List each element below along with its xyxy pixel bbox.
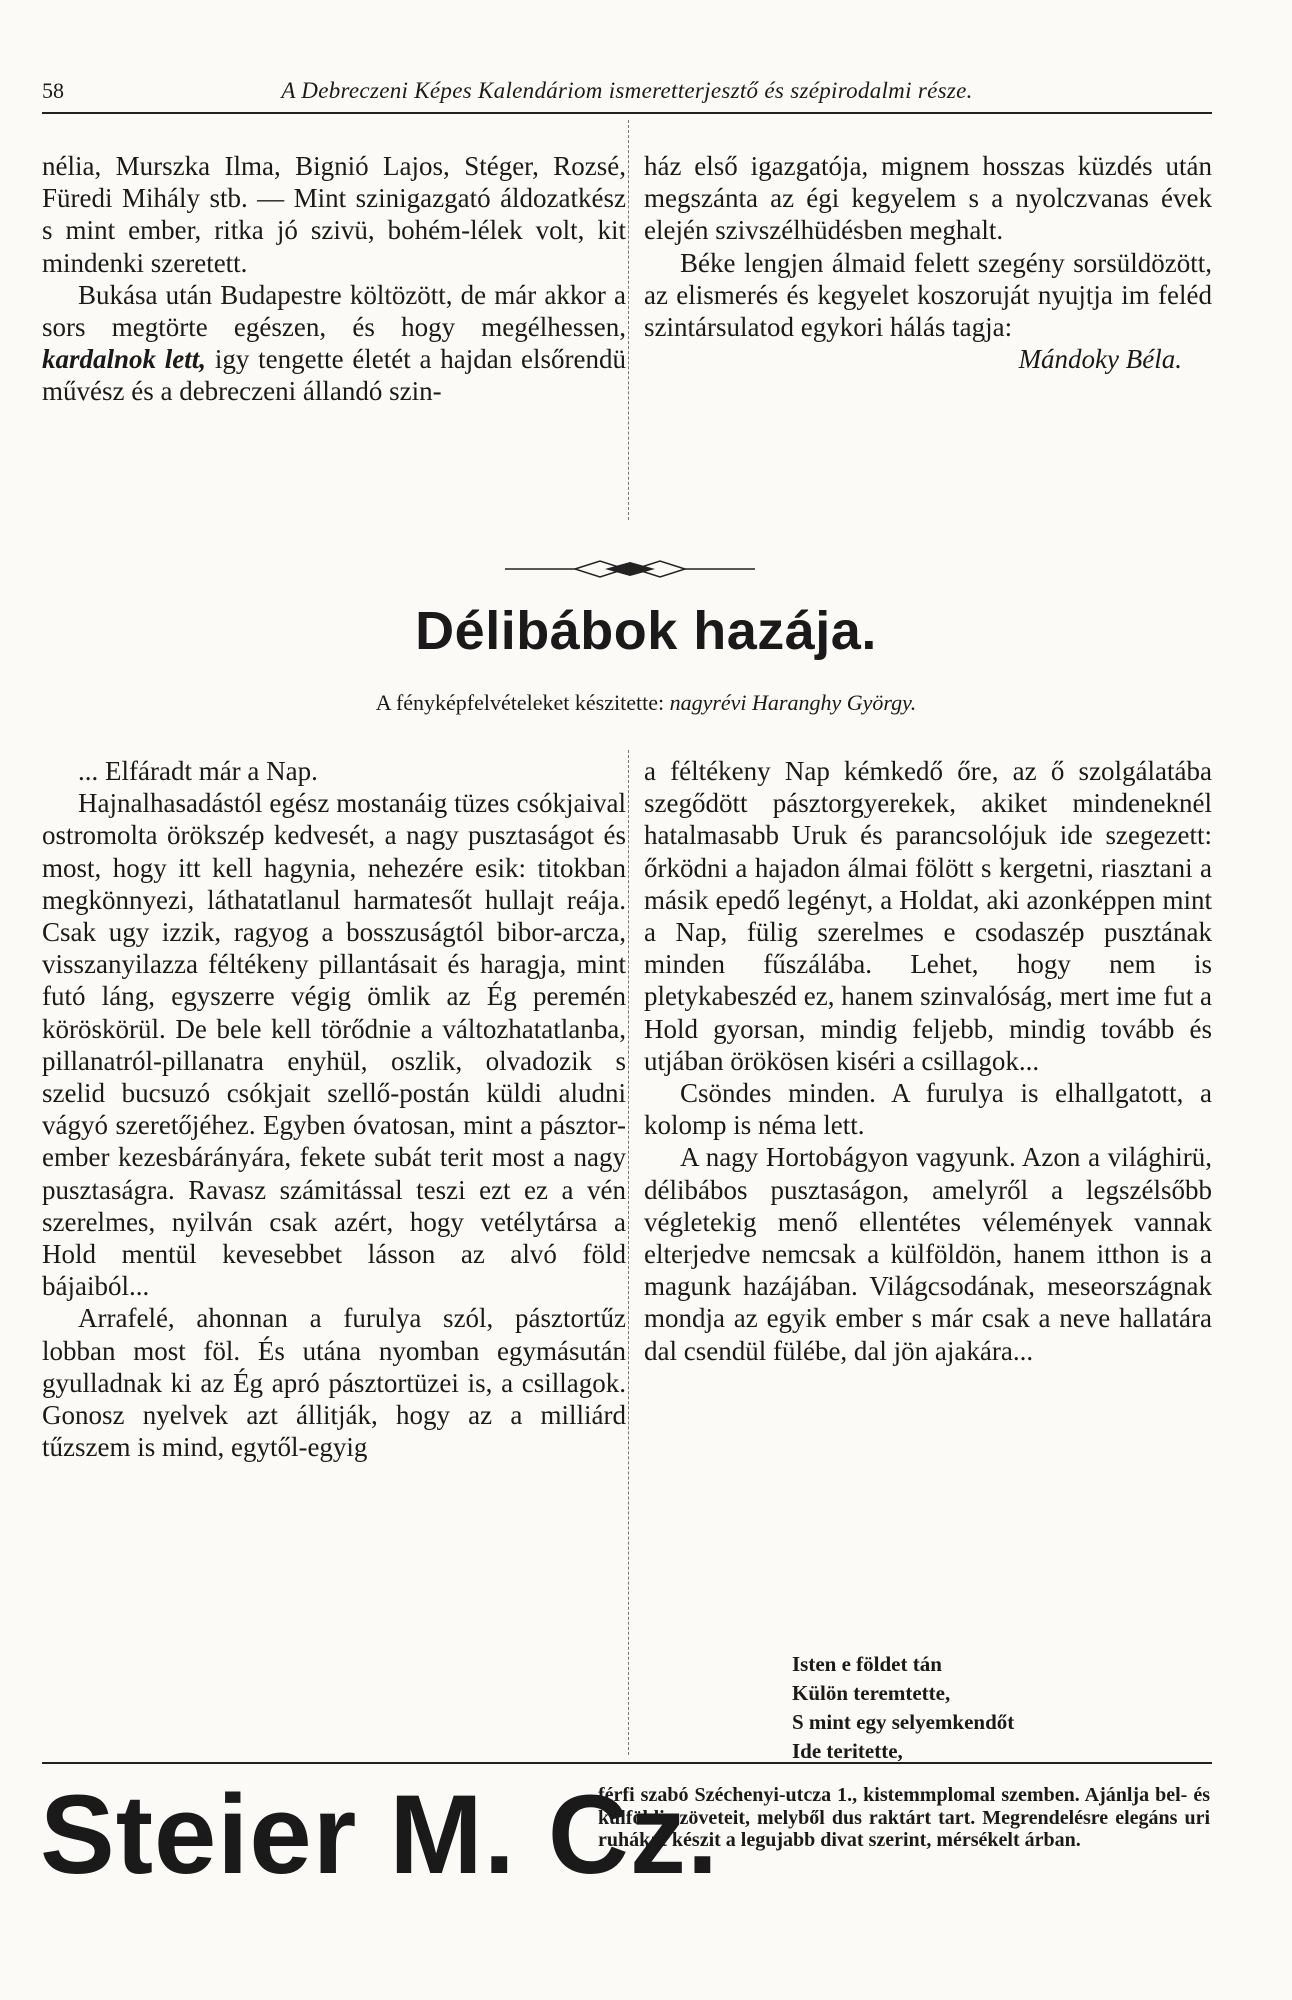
poem-line: Külön teremtette, xyxy=(792,1681,951,1705)
paragraph: nélia, Murszka Ilma, Bignió Lajos, Stéger, Rozsé, Füredi Mihály stb. — Mint szinigazgató áldozatkész s mint ember, ritka jó szivü, bohém-lélek volt, kit mindenki szeretett. xyxy=(42,151,626,278)
paragraph: Hajnalhasadástól egész mostanáig tüzes csókjaival ostromolta örökszép kedvesét, a nagy pusztaságot és most, hogy itt kell hagynia, nehezére esik: titokban megkönnyezi, láthatatlanul harmatesőt hullajt reája. Csak ugy izzik, ragyog a bosszuságtól bibor-arcza, visszanyilazza féltékeny pillantásait és haragja, mint futó láng, egyszerre végig ömlik az Ég peremén köröskörül. De bele kell törődnie a változhatatlanba, pillanatról-pillanatra enyhül, oszlik, olvadozik s szelid bucsuzó csókjait szellő-postán küldi aludni vágyó szeretőjéhez. Egyben óvatosan, mint a pásztor-ember kezesbárányára, fekete subát terit most a nagy pusztaságra. Ravasz számitással teszi ezt ez a vén szerelmes, nyilván csak azért, hogy vetélytársa a Hold mentül kevesebbet lásson az alvó föld bájaiból... xyxy=(42,788,626,1302)
prev-article-left-column xyxy=(42,150,626,408)
paragraph: ház első igazgatója, mignem hosszas küzdés után megszánta az égi kegyelem s a nyolczvanas évek elején szivszélhüdésben meghalt. xyxy=(644,151,1212,246)
paragraph: a féltékeny Nap kémkedő őre, az ő szolgálatába szegődött pásztorgyerekek, akiket mindeneknél hatalmasabb Uruk és parancsolójuk ide szegezett: őrködni a hajadon álmai fölött s kergetni, riasztani a másik epedő legényt, a Holdat, aki azonképpen mint a Nap, fülig szerelmes e csodaszép pusztának minden fűszálába. Lehet, hogy nem is pletykabeszéd ez, hanem szinvalóság, mert ime fut a Hold gyorsan, mindig feljebb, mindig tovább és utjában örökösen kiséri a csillagok... xyxy=(644,756,1212,1076)
article-right-column xyxy=(644,755,1212,1367)
poem-line: Ide teritette, xyxy=(792,1739,903,1763)
column-divider xyxy=(628,750,629,1755)
article-title: Délibábok hazája. xyxy=(415,601,877,661)
article-left-column xyxy=(42,755,626,1463)
poem-line: S mint egy selyemkendőt xyxy=(792,1710,1015,1734)
credit-name: nagyrévi Haranghy György. xyxy=(669,690,917,715)
poem xyxy=(792,1650,1212,1766)
page-number: 58 xyxy=(42,78,64,103)
paragraph xyxy=(42,279,626,408)
paragraph: ... Elfáradt már a Nap. xyxy=(78,756,318,786)
emphasis: kardalnok lett, xyxy=(42,344,207,375)
running-header xyxy=(42,78,1212,114)
advertisement-rule xyxy=(42,1762,1212,1764)
advertisement-body: férfi szabó Széchenyi-utcza 1., kistemmplomal szemben. Ajánlja bel- és külföldi szöveteit, melyből dus raktárt tart. Megrendelésre elegáns uri ruhákat készit a legujabb divat szerint, mérsékelt árban. xyxy=(598,1784,1210,1851)
running-title: A Debreczeni Képes Kalendáriom ismeretterjesztő és szépirodalmi része. xyxy=(281,78,973,103)
paragraph: Csöndes minden. A furulya is elhallgatott, a kolomp is néma lett. xyxy=(644,1078,1212,1141)
advertisement-name: Steier M. Cz. xyxy=(40,1772,719,1897)
photo-credit xyxy=(0,690,1292,716)
poem-line: Isten e földet tán xyxy=(792,1652,942,1676)
paragraph: Béke lengjen álmaid felett szegény sorsüldözött, az elismerés és kegyelet koszoruját nyujtja im feléd szintársulatod egykori hálás tagja: xyxy=(644,247,1212,343)
text-run: igy tengette életét a hajdan elsőrendü művész és a debreczeni állandó szin- xyxy=(42,344,627,407)
prev-article-right-column xyxy=(644,150,1212,375)
ornament-divider xyxy=(505,557,755,581)
text-run: Bukása után Budapestre költözött, de már akkor a sors megtörte egészen, és hogy megélhessen, xyxy=(42,279,626,343)
column-divider xyxy=(628,120,629,520)
paragraph: A nagy Hortobágyon vagyunk. Azon a világhirü, délibábos pusztaságon, amelyről a legszélsőbb végletekig menő ellentétes vélemények vannak elterjedve nemcsak a külföldön, hanem itthon is a magunk hazájában. Világcsodának, meseországnak mondja az egyik ember s már csak a neve hallatára dal csendül fülébe, dal jön ajakára... xyxy=(644,1142,1212,1366)
credit-label: A fényképfelvételeket készitette: xyxy=(375,690,665,715)
paragraph: Arrafelé, ahonnan a furulya szól, pásztortűz lobban most föl. És utána nyomban egymásután gyulladnak ki az Ég apró pásztortüzei is, a csillagok. Gonosz nyelvek azt állitják, hogy az a milliárd tűzszem is mind, egytől-egyig xyxy=(42,1303,626,1463)
advertisement-text xyxy=(598,1784,1210,1852)
signature: Mándoky Béla. xyxy=(1018,344,1182,375)
